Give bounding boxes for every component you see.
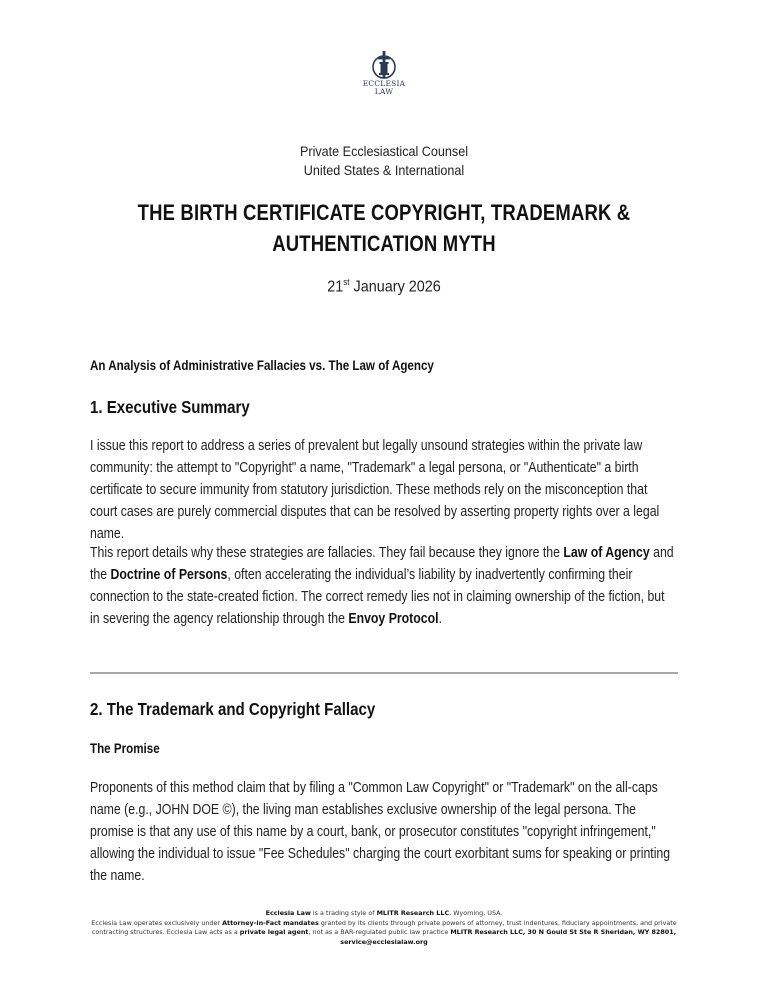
bold-term-law-of-agency: Law of Agency — [563, 545, 650, 561]
section-2-heading: 2. The Trademark and Copyright Fallacy — [90, 699, 376, 719]
analysis-subheading: An Analysis of Administrative Fallacies vs. The Law of Agency — [90, 358, 434, 373]
text-run: , Wyoming, USA. — [449, 909, 503, 917]
date-suffix: st — [343, 277, 350, 287]
org-region: United States & International — [303, 162, 465, 178]
section-1-paragraph-1: I issue this report to address a series of prevalent but legally unsound strategies within the private law community: the attempt to "Copyright" a name, "Trademark" a legal persona, or "Authenticate" a birth certificate to secure immunity from statutory jurisdiction. These methods rely on the misconception that court cases are purely commercial disputes that can be resolved by asserting property rights over a legal name. — [90, 438, 660, 542]
page-footer — [80, 909, 688, 947]
org-tagline: Private Ecclesiastical Counsel — [299, 143, 469, 159]
logo-text-line1: ECCLESIA — [362, 79, 406, 88]
footer-email[interactable]: service@ecclesialaw.org — [340, 937, 428, 946]
text-run: . — [438, 611, 442, 627]
section-divider — [90, 672, 678, 674]
date-month-year: January 2026 — [349, 278, 441, 296]
footer-line-1 — [80, 909, 688, 919]
text-run: is a trading style of — [310, 909, 377, 917]
footer-bold-mandates: Attorney-in-Fact mandates — [222, 918, 319, 927]
bold-term-doctrine-of-persons: Doctrine of Persons — [110, 567, 228, 583]
section-2-subheading: The Promise — [90, 741, 160, 756]
text-run: , often accelerating the individual’s liability by inadvertently confirming their connection to the state-created fiction. The correct remedy lies not in claiming ownership of the fiction, but in severing the agency relationship through the — [90, 567, 665, 627]
text-run: and the — [90, 545, 674, 583]
footer-brand: Ecclesia Law — [265, 909, 311, 917]
logo-text-line2: LAW — [374, 87, 394, 96]
footer-address: MLITR Research LLC, 30 N Gould St Ste R Sheridan, WY 82801, — [450, 928, 677, 937]
section-1-paragraph-2 — [90, 542, 675, 630]
footer-company: MLITR Research LLC — [376, 909, 450, 917]
text-run: granted by its clients through private powers of attorney, trust indentures, fiduciary appointments, and private contracting structures. Ecclesia Law acts as a — [91, 918, 677, 937]
footer-disclaimer — [80, 919, 688, 938]
document-title — [129, 197, 640, 259]
footer-bold-agent: private legal agent — [239, 928, 309, 937]
text-run: Ecclesia Law operates exclusively under — [91, 918, 223, 927]
ecclesia-law-logo — [360, 50, 408, 106]
date-day: 21 — [327, 278, 344, 296]
document-date — [38, 277, 729, 296]
title-line-1: THE BIRTH CERTIFICATE COPYRIGHT, TRADEMARK & — [137, 200, 631, 225]
text-run: This report details why these strategies are fallacies. They fail because they ignore the — [90, 545, 564, 561]
title-line-2: AUTHENTICATION MYTH — [272, 231, 496, 256]
bold-term-envoy-protocol: Envoy Protocol — [348, 611, 439, 627]
section-1-heading: 1. Executive Summary — [90, 397, 250, 417]
section-2-paragraph-1: Proponents of this method claim that by filing a "Common Law Copyright" or "Trademark" on the all-caps name (e.g., JOHN DOE ©), the living man establishes exclusive ownership of the legal persona. The promise is that any use of this name by a court, bank, or prosecutor constitutes "copyright infringement," allowing the individual to issue "Fee Schedules" charging the court exorbitant sums for speaking or printing the name. — [90, 780, 671, 884]
text-run: , not as a BAR-regulated public law practice — [308, 928, 451, 937]
footer-email-line — [80, 938, 688, 948]
pillar-cross-icon — [371, 50, 397, 80]
